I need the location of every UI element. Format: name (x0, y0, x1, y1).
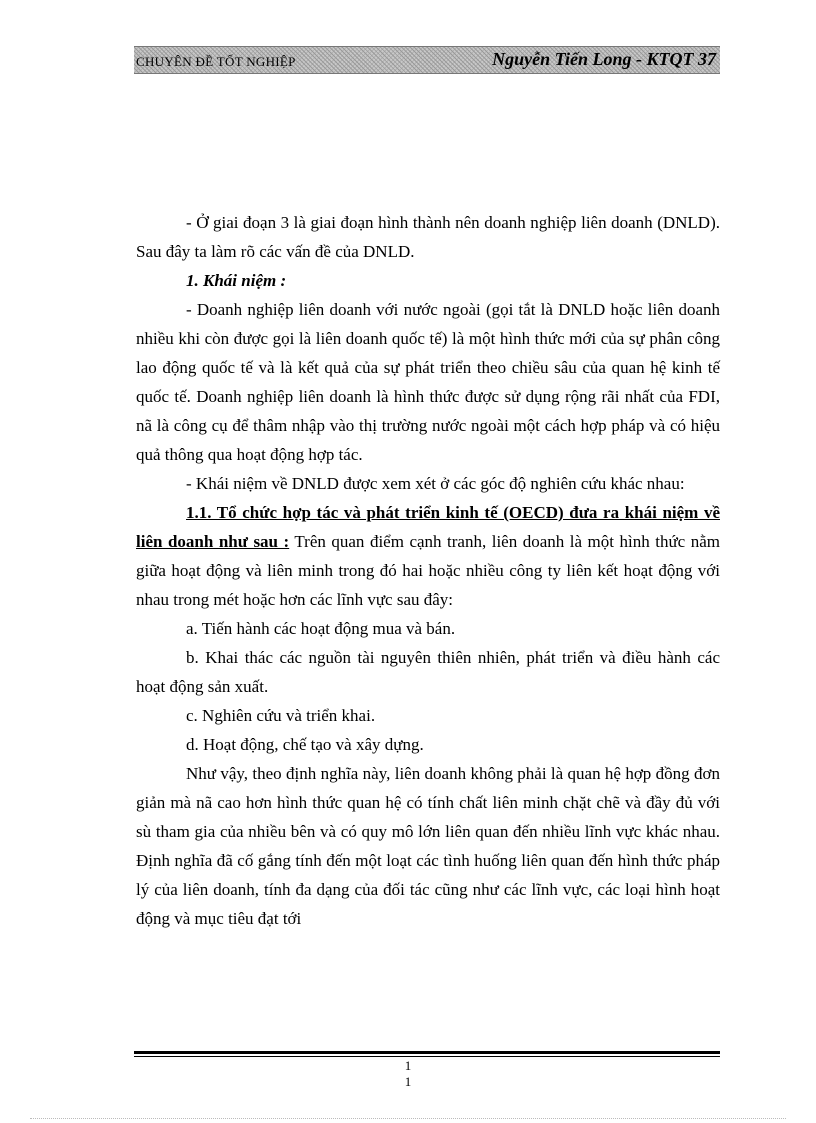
page-number-secondary: 1 (404, 1074, 412, 1089)
footer-rule (134, 1051, 720, 1057)
page-edge-divider (30, 1118, 786, 1119)
list-item-a: a. Tiến hành các hoạt động mua và bán. (186, 619, 456, 638)
document-body (136, 208, 720, 933)
footer-rule-thick (134, 1051, 720, 1054)
oecd-definition-text: Trên quan điểm cạnh tranh, liên doanh là một hình thức nằm giữa hoạt động và liên minh trong đó hai hoặc nhiều công ty liên kết hoạt động với nhau trong mét hoặc hơn các lĩnh vực sau đây: (136, 532, 720, 609)
header-document-type: CHUYÊN ĐỀ TỐT NGHIỆP (136, 54, 296, 69)
paragraph-stage-3: - Ở giai đoạn 3 là giai đoạn hình thành nên doanh nghiệp liên doanh (DNLD). Sau đây ta làm rõ các vấn đề của DNLD. (136, 213, 720, 261)
footer-rule-thin (134, 1056, 720, 1057)
list-item-b: b. Khai thác các nguồn tài nguyên thiên nhiên, phát triển và điều hành các hoạt động sản xuất. (136, 648, 720, 696)
list-item-d: d. Hoạt động, chế tạo và xây dựng. (186, 735, 424, 754)
subsection-heading-oecd: 1.1. Tổ chức hợp tác và phát triển kinh tế (OECD) đưa ra khái niệm về liên doanh như sau : (136, 503, 720, 551)
page-number: 1 (404, 1058, 412, 1073)
header-author: Nguyễn Tiến Long - KTQT 37 (492, 49, 716, 69)
section-heading-concept: 1. Khái niệm : (186, 271, 287, 290)
paragraph-conclusion: Như vậy, theo định nghĩa này, liên doanh không phải là quan hệ hợp đồng đơn giản mà nã cao hơn hình thức quan hệ có tính chất liên minh chặt chẽ và đầy đủ với sù tham gia của nhiều bên và có quy mô lớn liên quan đến nhiều lĩnh vực khác nhau. Định nghĩa đã cố gắng tính đến một loạt các tình huống liên quan đến hình thức pháp lý của liên doanh, tính đa dạng của đối tác cũng như các lĩnh vực, các loại hình hoạt động và mục tiêu đạt tới (136, 764, 720, 928)
list-item-c: c. Nghiên cứu và triển khai. (186, 706, 376, 725)
page-header (134, 46, 720, 74)
paragraph-perspectives: - Khái niệm về DNLD được xem xét ở các góc độ nghiên cứu khác nhau: (186, 474, 685, 493)
paragraph-joint-venture-definition: - Doanh nghiệp liên doanh với nước ngoài (gọi tắt là DNLD hoặc liên doanh nhiều khi còn được gọi là liên doanh quốc tế) là một hình thức mới của sự phân công lao động quốc tế và là kết quả của sự phát triển theo chiều sâu của quan hệ kinh tế quốc tế. Doanh nghiệp liên doanh là hình thức được sử dụng rộng rãi nhất của FDI, nã là công cụ để thâm nhập vào thị trường nước ngoài một cách hợp pháp và có hiệu quả thông qua hoạt động hợp tác. (136, 300, 720, 464)
paragraph-oecd (136, 498, 720, 614)
